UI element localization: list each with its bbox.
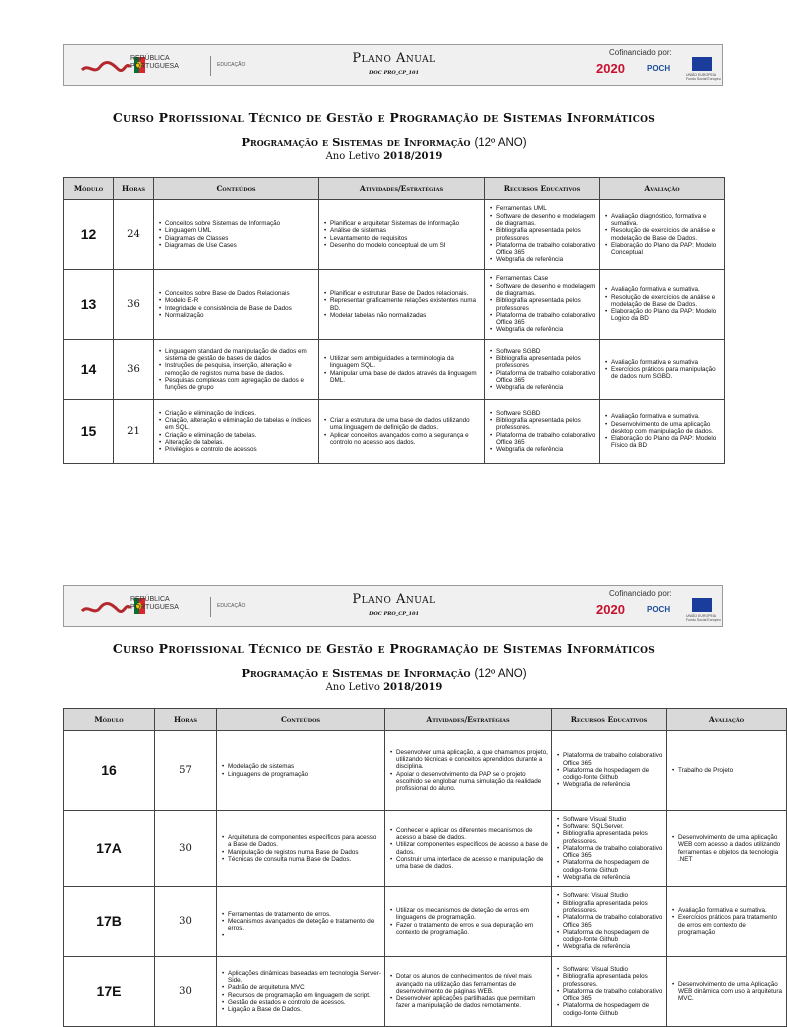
- list-item: • Exercícios práticos para manipulação de dados num SGBD.: [611, 366, 721, 381]
- module-contents: [154, 400, 319, 464]
- module-activities: [385, 731, 552, 811]
- module-evaluation: [667, 731, 787, 811]
- list-item: • Bibliografia apresentada pelos professores.: [563, 900, 663, 915]
- list-item: • Resolução de exercícios de análise e modelação de Base de Dados.: [611, 294, 721, 309]
- module-evaluation: [600, 340, 725, 400]
- column-header: Atividades/Estratégias: [385, 709, 552, 731]
- list-item: • Desenvolvimento de uma aplicação WEB com acesso a dados utilizando ferramentas e objetos da tecnologia .NET: [678, 834, 783, 863]
- list-item: • Padrão de arquitetura MVC: [228, 984, 381, 991]
- module-activities: [319, 200, 485, 270]
- list-item: • Bibliografia apresentada pelos professores: [496, 355, 596, 370]
- module-activities: [385, 811, 552, 887]
- list-item: • Criação, alteração e eliminação de tabelas e índices em SQL.: [165, 417, 315, 432]
- republica-portuguesa-text: REPÚBLICA PORTUGUESA: [130, 55, 179, 70]
- list-item: • Integridade e consistência de Base de Dados: [165, 305, 315, 312]
- column-header: Horas: [114, 178, 154, 200]
- republica-portuguesa-text: REPÚBLICA PORTUGUESA: [130, 596, 179, 611]
- page-header: [63, 44, 723, 86]
- module-contents: [154, 270, 319, 340]
- list-item: • Diagramas de Classes: [165, 235, 315, 242]
- list-item: • Plataforma de hospedagem de codigo-fonte Github: [563, 929, 663, 944]
- list-item: • Ferramentas de tratamento de erros.: [228, 911, 381, 918]
- list-item: • Avaliação formativa e sumativa: [611, 359, 721, 366]
- list-item: • Manipular uma base de dados através da linguagem DML.: [330, 370, 481, 385]
- module-activities: [385, 957, 552, 1027]
- list-item: • Plataforma de trabalho colaborativo Office 365: [563, 988, 663, 1003]
- list-item: • Resolução de exercícios de análise e modelação de Base de Dados.: [611, 227, 721, 242]
- list-item: • Dotar os alunos de conhecimentos de nível mais avançado na utilização das ferramentas de desenvolvimento de páginas WEB.: [396, 973, 548, 995]
- column-header: Avaliação: [600, 178, 725, 200]
- ministry-label: EDUCAÇÃO: [217, 62, 246, 68]
- list-item: • Bibliografia apresentada pelos professores.: [496, 417, 596, 432]
- list-item: • Desenvolvimento de uma aplicação desktop com manipulação de dados.: [611, 421, 721, 436]
- module-resources: [485, 200, 600, 270]
- list-item: • Privilégios e controlo de acessos: [165, 446, 315, 453]
- module-row: [64, 811, 787, 887]
- list-item: • Webgrafia de referência: [496, 326, 596, 333]
- list-item: • Instruções de pesquisa, inserção, alteração e remoção de registos numa base de dados.: [165, 362, 315, 377]
- list-item: • Construir uma interface de acesso e manipulação de uma base de dados.: [396, 856, 548, 871]
- list-item: • Fazer o tratamento de erros e sua depuração em contexto de programação.: [396, 922, 548, 937]
- subject-title: Programação e Sistemas de Informação (12º ANO): [241, 135, 527, 149]
- module-evaluation: [600, 400, 725, 464]
- module-row: [64, 270, 725, 340]
- module-evaluation: [667, 811, 787, 887]
- list-item: • Desenvolver aplicações partilhadas que permitam fazer a manipulação de dados remotamente.: [396, 995, 548, 1010]
- module-evaluation: [667, 887, 787, 957]
- module-resources: [552, 731, 667, 811]
- module-number: 13: [64, 270, 114, 340]
- list-item: • Plataforma de hospedagem de codigo-fonte Github: [563, 1002, 663, 1017]
- list-item: • Bibliografia apresentada pelos professores: [496, 297, 596, 312]
- list-item: • Aplicar conceitos avançados como a segurança e controlo no acesso aos dados.: [330, 432, 481, 447]
- list-item: • Plataforma de trabalho colaborativo Office 365: [496, 312, 596, 327]
- column-header: Avaliação: [667, 709, 787, 731]
- list-item: • Conceitos sobre Base de Dados Relacionais: [165, 290, 315, 297]
- list-item: • Utilizar componentes específicos de acesso a base de dados.: [396, 841, 548, 856]
- module-row: [64, 887, 787, 957]
- list-item: • Plataforma de hospedagem de codigo-fonte Github: [563, 767, 663, 782]
- eu-label: UNIÃO EUROPEIA Fundo Social Europeu: [686, 73, 721, 81]
- list-item: • Webgrafia de referência: [563, 874, 663, 881]
- module-hours: 30: [155, 887, 217, 957]
- module-evaluation: [600, 200, 725, 270]
- list-item: • Manipulação de registos numa Base de Dados: [228, 849, 381, 856]
- list-item: • Levantamento de requisitos: [330, 235, 481, 242]
- list-item: • Modelar tabelas não normalizadas: [330, 312, 481, 319]
- list-item: • Webgrafia de referência: [496, 384, 596, 391]
- list-item: • Modelo E-R: [165, 297, 315, 304]
- list-item: • Avaliação formativa e sumativa.: [611, 286, 721, 293]
- list-item: • Plataforma de trabalho colaborativo Office 365: [496, 370, 596, 385]
- document-code: DOC PRO_CP_101: [369, 611, 419, 617]
- module-activities: [319, 270, 485, 340]
- column-header: Conteúdos: [217, 709, 385, 731]
- document-title: Plano Anual: [352, 51, 436, 66]
- module-resources: [485, 340, 600, 400]
- module-row: [64, 957, 787, 1027]
- list-item: • Elaboração do Plano da PAP: Modelo Logico da BD: [611, 308, 721, 323]
- column-header: Recursos Educativos: [485, 178, 600, 200]
- module-hours: 24: [114, 200, 154, 270]
- module-resources: [485, 400, 600, 464]
- module-number: 14: [64, 340, 114, 400]
- list-item: • Linguagem standard de manipulação de dados em sistema de gestão de bases de dados: [165, 348, 315, 363]
- ministry-label: EDUCAÇÃO: [217, 603, 246, 609]
- eu-flag-icon: [692, 598, 712, 612]
- column-header: Módulo: [64, 709, 155, 731]
- list-item: • Ligação a Base de Dados.: [228, 1006, 381, 1013]
- list-item: • Apoiar o desenvolvimento da PAP se o projeto escolhido se englobar numa simulação da realidade profissional do aluno.: [396, 771, 548, 793]
- cofinanced-label: Cofinanciado por:: [609, 48, 672, 57]
- module-hours: 57: [155, 731, 217, 811]
- list-item: • Plataforma de hospedagem de codigo-fonte Github: [563, 859, 663, 874]
- module-activities: [319, 340, 485, 400]
- course-title: Curso Profissional Técnico de Gestão e Programação de Sistemas Informáticos: [112, 110, 656, 125]
- module-hours: 30: [155, 811, 217, 887]
- poch-logo: POCH: [647, 64, 671, 73]
- module-contents: [217, 957, 385, 1027]
- list-item: • Elaboração do Plano da PAP: Modelo Conceptual: [611, 242, 721, 257]
- course-title: Curso Profissional Técnico de Gestão e Programação de Sistemas Informáticos: [112, 641, 656, 656]
- column-header: Horas: [155, 709, 217, 731]
- list-item: • Desenvolvimento de uma Aplicação WEB dinâmica com uso à arquitetura MVC.: [678, 981, 783, 1003]
- module-resources: [552, 811, 667, 887]
- list-item: • Webgrafia de referência: [563, 943, 663, 950]
- module-number: 17E: [64, 957, 155, 1027]
- portugal-2020-logo: 2020: [596, 61, 625, 76]
- list-item: • Planificar e estruturar Base de Dados relacionais.: [330, 290, 481, 297]
- module-activities: [385, 887, 552, 957]
- list-item: • Ferramentas Case: [496, 275, 596, 282]
- list-item: • Software: Visual Studio: [563, 892, 663, 899]
- module-contents: [217, 887, 385, 957]
- list-item: • Normalização: [165, 312, 315, 319]
- module-resources: [552, 887, 667, 957]
- list-item: • Recursos de programação em linguagem de script.: [228, 992, 381, 999]
- module-hours: 30: [155, 957, 217, 1027]
- list-item: • Desenvolver uma aplicação, a que chamamos projeto, utilizando técnicas e conceitos aprendidos durante a disciplina.: [396, 749, 548, 771]
- list-item: • Plataforma de trabalho colaborativo Office 365: [496, 432, 596, 447]
- list-item: • Plataforma de trabalho colaborativo Office 365: [563, 845, 663, 860]
- list-item: • Diagramas de Use Cases: [165, 242, 315, 249]
- list-item: • Planificar e arquitetar Sistemas de Informação: [330, 220, 481, 227]
- module-evaluation: [600, 270, 725, 340]
- module-evaluation: [667, 957, 787, 1027]
- list-item: • Software de desenho e modelagem de diagramas.: [496, 283, 596, 298]
- list-item: • Análise de sistemas: [330, 227, 481, 234]
- list-item: • Criar a estrutura de uma base de dados utilizando uma linguagem de definição de dados.: [330, 417, 481, 432]
- list-item: • Conhecer e aplicar os diferentes mecanismos de acesso a base de dados.: [396, 827, 548, 842]
- module-row: [64, 340, 725, 400]
- plan-table-1: [63, 177, 725, 464]
- module-number: 17A: [64, 811, 155, 887]
- list-item: • Conceitos sobre Sistemas de Informação: [165, 220, 315, 227]
- module-hours: 36: [114, 340, 154, 400]
- document-code: DOC PRO_CP_101: [369, 70, 419, 76]
- list-item: • Avaliação diagnóstico, formativa e sumativa.: [611, 213, 721, 228]
- document-title: Plano Anual: [352, 592, 436, 607]
- eu-flag-icon: [692, 57, 712, 71]
- list-item: • Trabalho de Projeto: [678, 767, 783, 774]
- list-item: • Software: Visual Studio: [563, 966, 663, 973]
- list-item: • Avaliação formativa e sumativa.: [678, 907, 783, 914]
- module-resources: [485, 270, 600, 340]
- list-item: • Exercícios práticos para tratamento de erros em contexto de programação: [678, 914, 783, 936]
- column-header: Módulo: [64, 178, 114, 200]
- module-number: 16: [64, 731, 155, 811]
- module-contents: [217, 731, 385, 811]
- list-item: • Pesquisas complexas com agregação de dados e funções de grupo: [165, 377, 315, 392]
- list-item: • Ferramentas UML: [496, 205, 596, 212]
- list-item: • Alteração de tabelas.: [165, 439, 315, 446]
- column-header: Conteúdos: [154, 178, 319, 200]
- list-item: • Gestão de estados e controlo de acessos.: [228, 999, 381, 1006]
- list-item: • Linguagens de programação: [228, 771, 381, 778]
- list-item: • Mecanismos avançados de deteção e tratamento de erros.: [228, 918, 381, 933]
- list-item: • Software: SQLServer.: [563, 823, 663, 830]
- module-contents: [154, 200, 319, 270]
- column-header: Atividades/Estratégias: [319, 178, 485, 200]
- school-year: Ano Letivo 2018/2019: [325, 151, 443, 162]
- module-hours: 36: [114, 270, 154, 340]
- list-item: • Linguagem UML: [165, 227, 315, 234]
- list-item: • Bibliografia apresentada pelos professores: [496, 227, 596, 242]
- list-item: • Software de desenho e modelagem de diagramas.: [496, 213, 596, 228]
- list-item: • Software Visual Studio: [563, 816, 663, 823]
- list-item: • Plataforma de trabalho colaborativo Office 365: [563, 752, 663, 767]
- list-item: • Plataforma de trabalho colaborativo Office 365: [496, 242, 596, 257]
- school-year: Ano Letivo 2018/2019: [325, 682, 443, 693]
- list-item: • Arquitetura de componentes específicos para acesso a Base de Dados.: [228, 834, 381, 849]
- module-contents: [217, 811, 385, 887]
- module-number: 15: [64, 400, 114, 464]
- list-item: • Software SGBD: [496, 410, 596, 417]
- cofinanced-label: Cofinanciado por:: [609, 589, 672, 598]
- list-item: • Plataforma de trabalho colaborativo Office 365: [563, 914, 663, 929]
- module-number: 12: [64, 200, 114, 270]
- plan-table-2: [63, 708, 787, 1027]
- list-item: • Utilizar sem ambiguidades a terminologia da linguagem SQL.: [330, 355, 481, 370]
- module-hours: 21: [114, 400, 154, 464]
- poch-logo: POCH: [647, 605, 671, 614]
- list-item: • Aplicações dinâmicas baseadas em tecnologia Server-Side.: [228, 970, 381, 985]
- list-item: • Bibliografia apresentada pelos professores.: [563, 973, 663, 988]
- page-header: [63, 585, 723, 627]
- module-row: [64, 200, 725, 270]
- subject-title: Programação e Sistemas de Informação (12º ANO): [241, 666, 527, 680]
- module-row: [64, 731, 787, 811]
- module-contents: [154, 340, 319, 400]
- list-item: • Avaliação formativa e sumativa.: [611, 413, 721, 420]
- list-item: • Software SGBD: [496, 348, 596, 355]
- module-row: [64, 400, 725, 464]
- list-item: • Técnicas de consulta numa Base de Dados.: [228, 856, 381, 863]
- list-item: • Utilizar os mecanismos de deteção de erros em linguagens de programação.: [396, 907, 548, 922]
- list-item: • Webgrafia de referência: [496, 446, 596, 453]
- list-item: • Representar graficamente relações existentes numa BD.: [330, 297, 481, 312]
- module-activities: [319, 400, 485, 464]
- portugal-2020-logo: 2020: [596, 602, 625, 617]
- list-item: • Criação e eliminação de índices.: [165, 410, 315, 417]
- list-item: • Desenho do modelo conceptual de um SI: [330, 242, 481, 249]
- list-item: • Elaboração do Plano da PAP: Modelo Físico da BD: [611, 435, 721, 450]
- module-resources: [552, 957, 667, 1027]
- module-number: 17B: [64, 887, 155, 957]
- list-item: • Criação e eliminação de tabelas.: [165, 432, 315, 439]
- list-item: • Modelação de sistemas: [228, 763, 381, 770]
- eu-label: UNIÃO EUROPEIA Fundo Social Europeu: [686, 614, 721, 622]
- list-item: • Webgrafia de referência: [563, 781, 663, 788]
- list-item: • Bibliografia apresentada pelos professores.: [563, 830, 663, 845]
- list-item: • Webgrafia de referência: [496, 256, 596, 263]
- column-header: Recursos Educativos: [552, 709, 667, 731]
